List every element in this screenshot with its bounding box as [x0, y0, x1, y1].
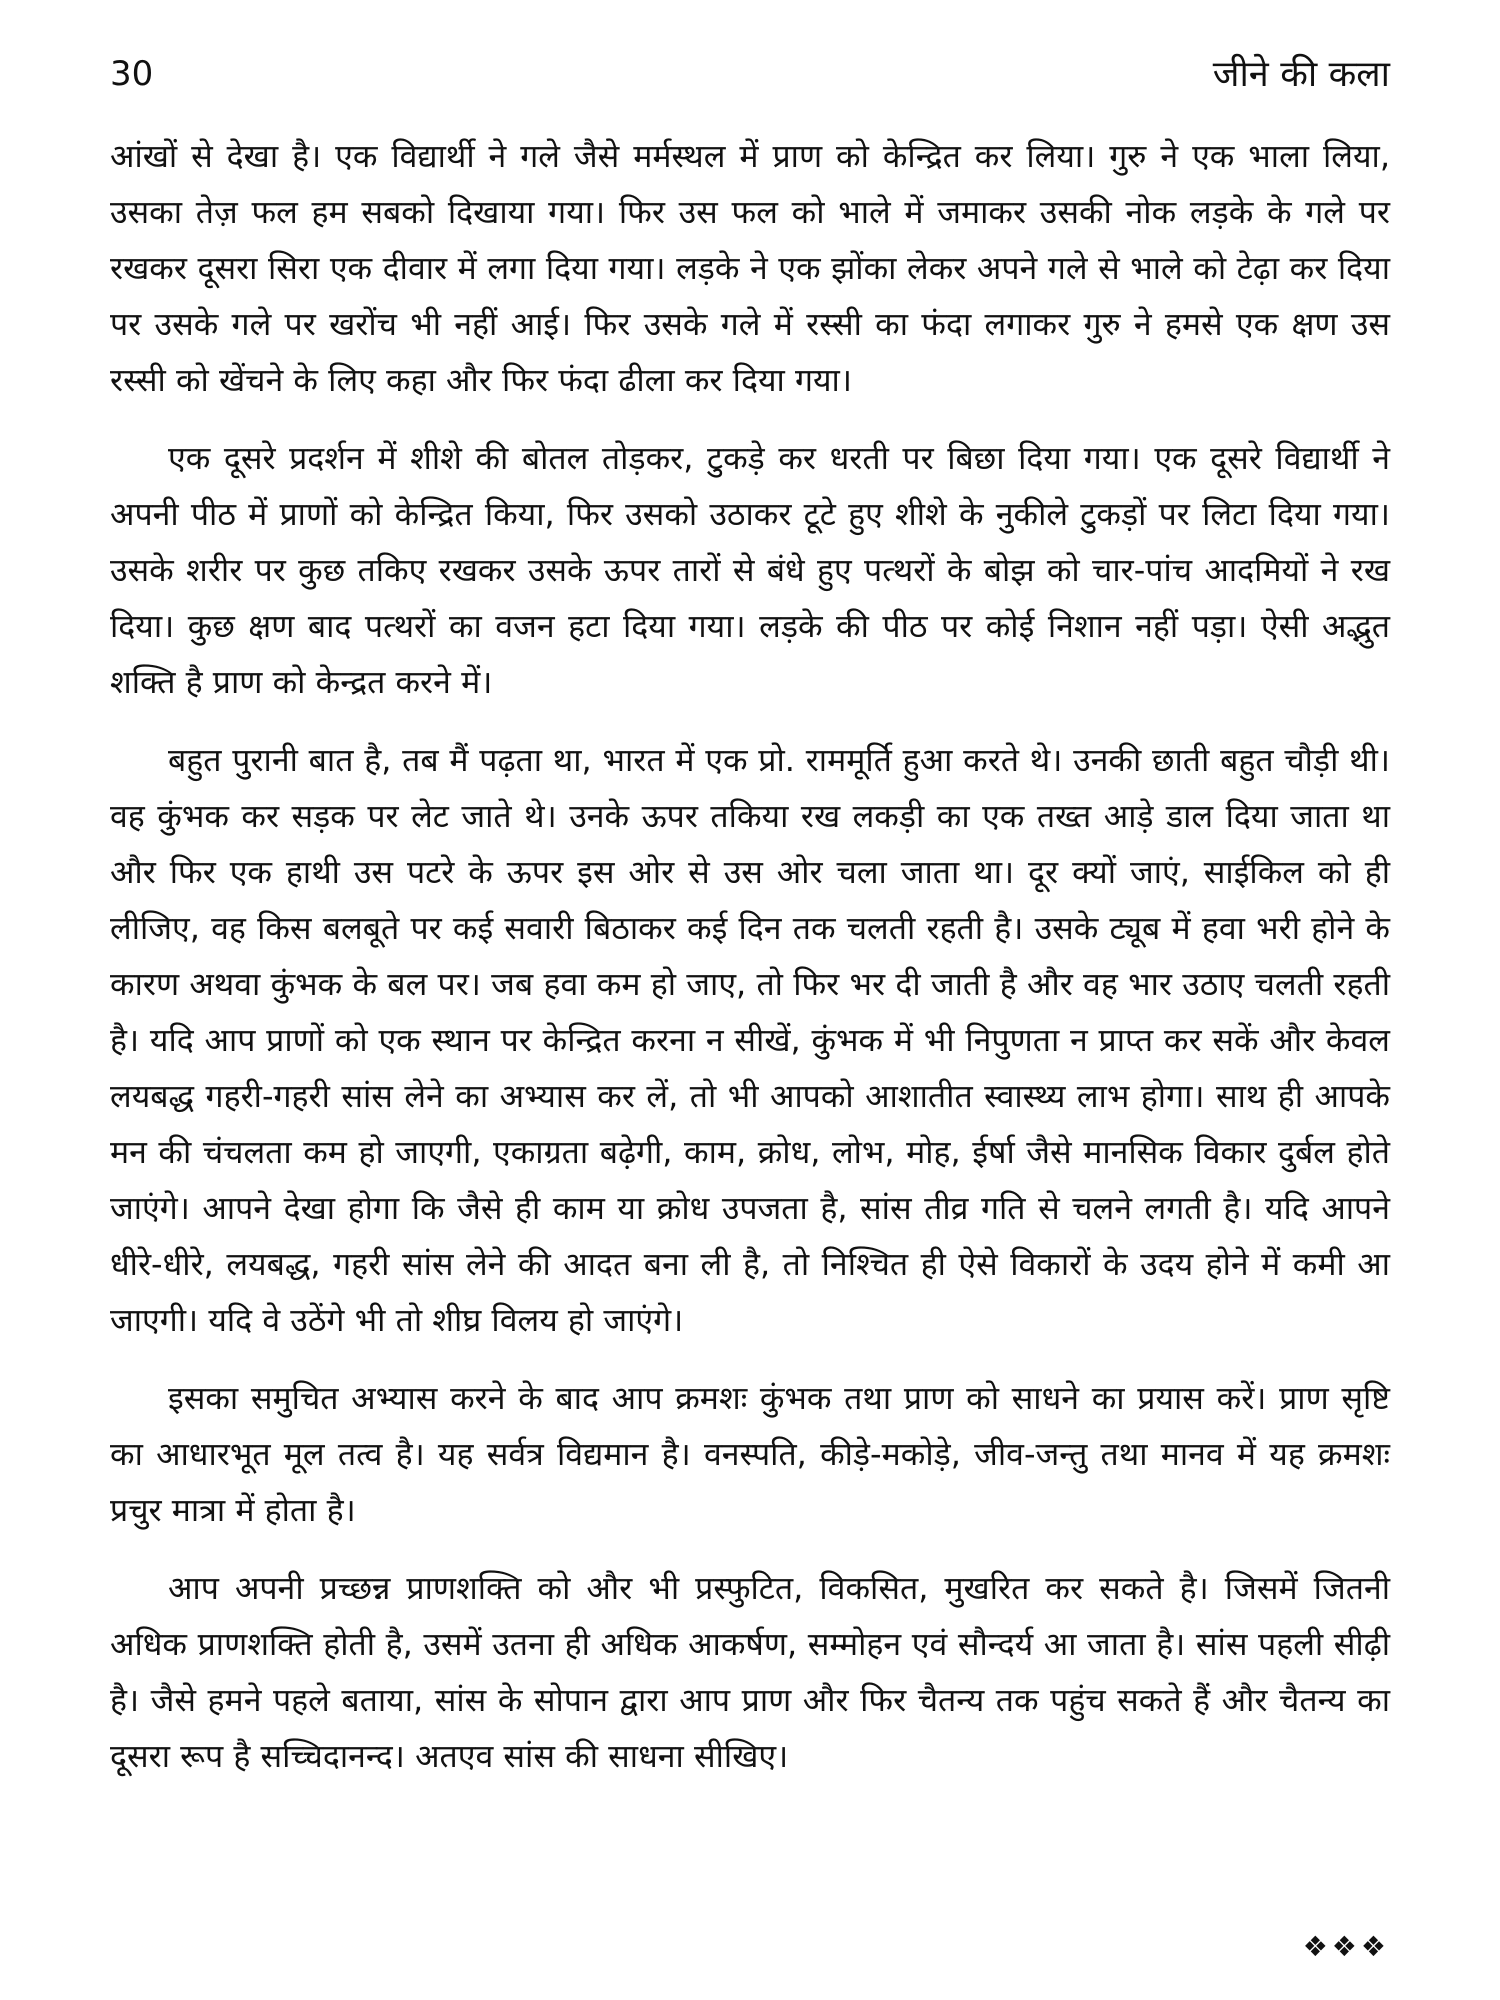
paragraph-1: आंखों से देखा है। एक विद्यार्थी ने गले जैसे मर्मस्थल में प्राण को केन्द्रित कर लिया। गुरु ने एक भाला लिया, उसका तेज़ फल हम सबको दिखाया गया। फिर उस फल को भाले में जमाकर उसकी नोक लड़के के गले पर रखकर दूसरा सिरा एक दीवार में लगा दिया गया। लड़के ने एक झोंका लेकर अपने गले से भाले को टेढ़ा कर दिया पर उसके गले पर खरोंच भी नहीं आई। फिर उसके गले में रस्सी का फंदा लगाकर गुरु ने हमसे एक क्षण उस रस्सी को खेंचने के लिए कहा और फिर फंदा ढीला कर दिया गया। — [110, 137, 1390, 399]
paragraph-2: एक दूसरे प्रदर्शन में शीशे की बोतल तोड़कर, टुकड़े कर धरती पर बिछा दिया गया। एक दूसरे विद्यार्थी ने अपनी पीठ में प्राणों को केन्द्रित किया, फिर उसको उठाकर टूटे हुए शीशे के नुकीले टुकड़ों पर लिटा दिया गया। उसके शरीर पर कुछ तकिए रखकर उसके ऊपर तारों से बंधे हुए पत्थरों के बोझ को चार-पांच आदमियों ने रख दिया। कुछ क्षण बाद पत्थरों का वजन हटा दिया गया। लड़के की पीठ पर कोई निशान नहीं पड़ा। ऐसी अद्भुत शक्ति है प्राण को केन्द्रत करने में। — [110, 439, 1390, 701]
paragraph-3: बहुत पुरानी बात है, तब मैं पढ़ता था, भारत में एक प्रो. राममूर्ति हुआ करते थे। उनकी छाती बहुत चौड़ी थी। वह कुंभक कर सड़क पर लेट जाते थे। उनके ऊपर तकिया रख लकड़ी का एक तख्त आड़े डाल दिया जाता था और फिर एक हाथी उस पटरे के ऊपर इस ओर से उस ओर चला जाता था। दूर क्यों जाएं, साईकिल को ही लीजिए, वह किस बलबूते पर कई सवारी बिठाकर कई दिन तक चलती रहती है। उसके ट्यूब में हवा भरी होने के कारण अथवा कुंभक के बल पर। जब हवा कम हो जाए, तो फिर भर दी जाती है और वह भार उठाए चलती रहती है। यदि आप प्राणों को एक स्थान पर केन्द्रित करना न सीखें, कुंभक में भी निपुणता न प्राप्त कर सकें और केवल लयबद्ध गहरी-गहरी सांस लेने का अभ्यास कर लें, तो भी आपको आशातीत स्वास्थ्य लाभ होगा। साथ ही आपके मन की चंचलता कम हो जाएगी, एकाग्रता बढ़ेगी, काम, क्रोध, लोभ, मोह, ईर्षा जैसे मानसिक विकार दुर्बल होते जाएंगे। आपने देखा होगा कि जैसे ही काम या क्रोध उपजता है, सांस तीव्र गति से चलने लगती है। यदि आपने धीरे-धीरे, लयबद्ध, गहरी सांस लेने की आदत बना ली है, तो निश्चित ही ऐसे विकारों के उदय होने में कमी आ जाएगी। यदि वे उठेंगे भी तो शीघ्र विलय हो जाएंगे। — [110, 741, 1390, 1339]
paragraph-5: आप अपनी प्रच्छन्न प्राणशक्ति को और भी प्रस्फुटित, विकसित, मुखरित कर सकते है। जिसमें जितनी अधिक प्राणशक्ति होती है, उसमें उतना ही अधिक आकर्षण, सम्मोहन एवं सौन्दर्य आ जाता है। सांस पहली सीढ़ी है। जैसे हमने पहले बताया, सांस के सोपान द्वारा आप प्राण और फिर चैतन्य तक पहुंच सकते हैं और चैतन्य का दूसरा रूप है सच्चिदानन्द। अतएव सांस की साधना सीखिए। — [110, 1569, 1390, 1775]
running-header-title: जीने की कला — [1212, 54, 1390, 95]
paragraph-4: इसका समुचित अभ्यास करने के बाद आप क्रमशः कुंभक तथा प्राण को साधने का प्रयास करें। प्राण सृष्टि का आधारभूत मूल तत्व है। यह सर्वत्र विद्यमान है। वनस्पति, कीड़े-मकोड़े, जीव-जन्तु तथा मानव में यह क्रमशः प्रचुर मात्रा में होता है। — [110, 1379, 1390, 1529]
end-ornament: ❖❖❖ — [1302, 1930, 1390, 1963]
body-text — [110, 128, 1390, 1806]
page-number: 30 — [110, 54, 154, 94]
